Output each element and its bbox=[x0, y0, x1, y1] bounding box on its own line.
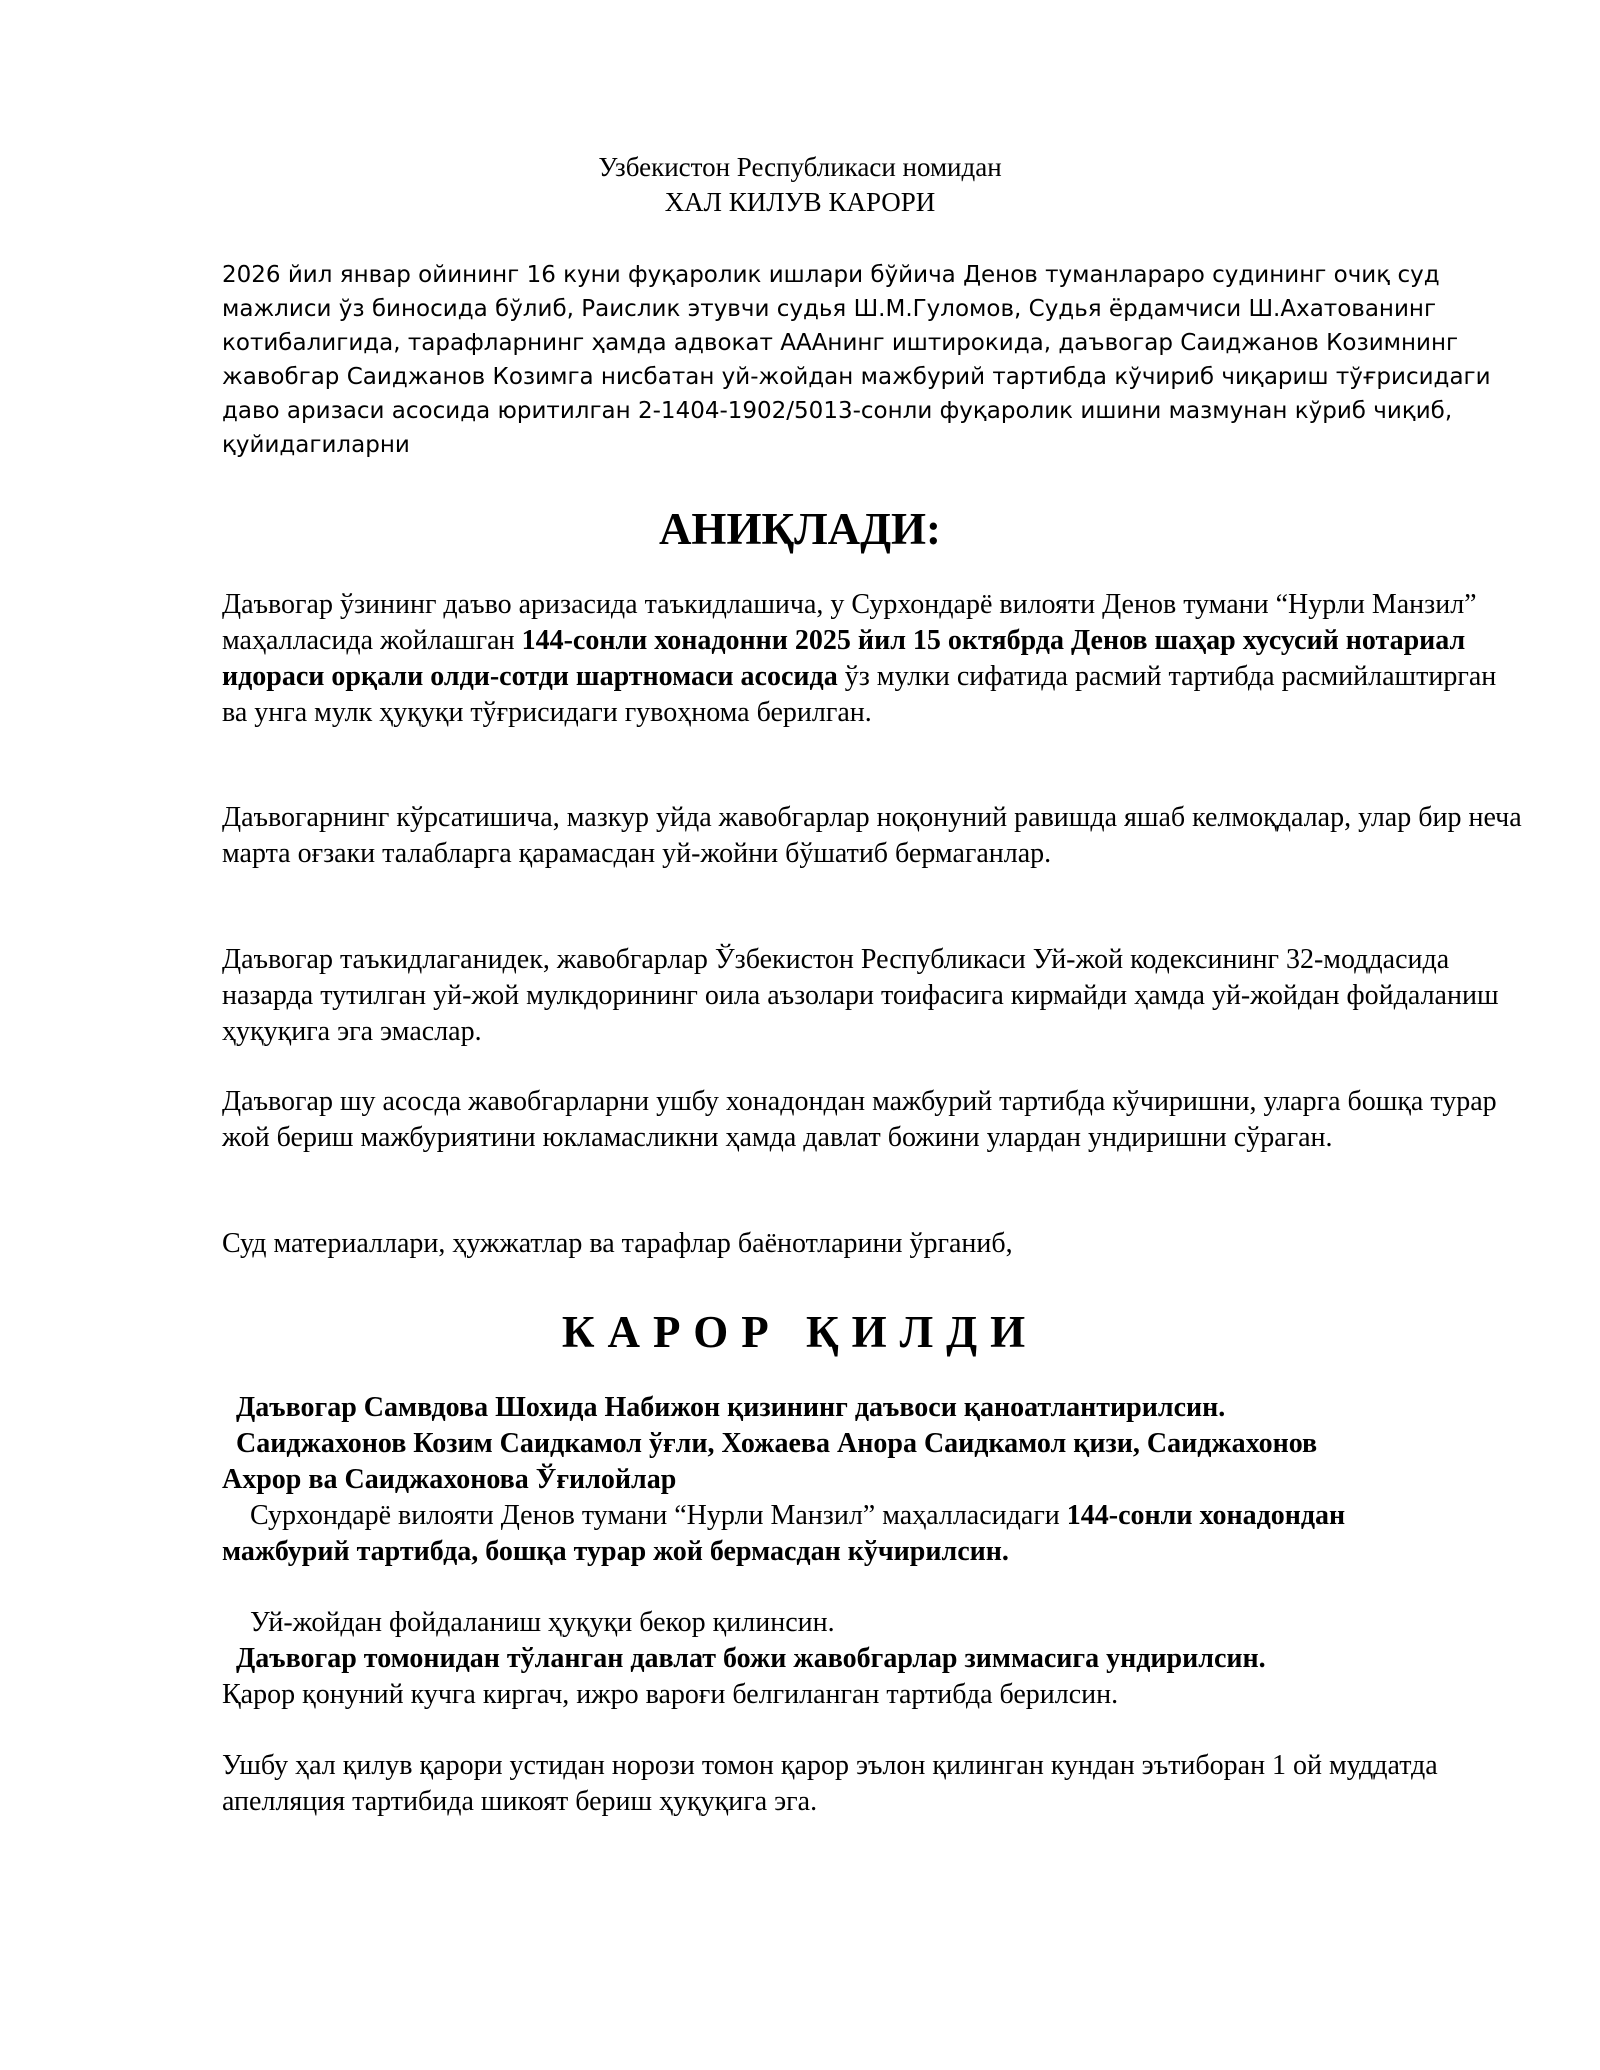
claim-text-bold: 144-сонли хонадонни 2025 йил 15 октябрда Денов шаҳар хусусий нотариал идораси орқали олди-сотди шартномаси асосида bbox=[222, 625, 1466, 692]
decision-eviction-text: Сурхондарё вилояти Денов тумани “Нурли Манзил” маҳалласидаги bbox=[250, 1500, 1067, 1531]
decision-eviction-line2: мажбурий тартибда, бошқа турар жой бермасдан кўчирилсин. bbox=[222, 1536, 1009, 1567]
document-header bbox=[0, 150, 1600, 220]
claim-text-start: Даъвогар ўзининг даъво аризасида таъкидлашича, у Сурхондарё вилояти Денов тумани “Нурли Манзил” маҳалласида жойлашган bbox=[222, 589, 1477, 656]
header-title: ХАЛ КИЛУВ КАРОРИ bbox=[664, 187, 936, 217]
testimony-paragraph: Даъвогарнинг кўрсатишича, мазкур уйда жавобгарлар ноқонуний равишда яшаб келмоқдалар, улар бир неча марта оғзаки талабларга қарамасдан уй-жойни бўшатиб бермаганлар. bbox=[222, 802, 1522, 869]
review-paragraph: Суд материаллари, ҳужжатлар ва тарафлар баёнотларини ўрганиб, bbox=[222, 1228, 1013, 1259]
decision-claim-satisfied: Даъвогар Самвдова Шохида Набижон қизининг даъвоси қаноатлантирилсин. bbox=[236, 1392, 1226, 1423]
heading-determined: АНИҚЛАДИ: bbox=[658, 504, 942, 554]
decision-eviction-bold: 144-сонли хонадондан bbox=[1066, 1500, 1346, 1531]
decision-respondents-line1: Саиджахонов Козим Саидкамол ўғли, Хожаева Анора Саидкамол қизи, Саиджахонов bbox=[236, 1428, 1318, 1459]
code-paragraph: Даъвогар таъкидлаганидек, жавобгарлар Ўзбекистон Республикаси Уй-жой кодексининг 32-моддасида назарда тутилган уй-жой мулкдорининг оила аъзолари тоифасига кирмайди ҳамда уй-жойдан фойдаланиш ҳуқуқига эга эмаслар. bbox=[222, 944, 1499, 1047]
heading-decided: КАРОР ҚИЛДИ bbox=[561, 1307, 1039, 1357]
appeal-paragraph: Ушбу ҳал қилув қарори устидан норози томон қарор эълон қилинган кундан эътиборан 1 ой муддатда апелляция тартибида шикоят бериш ҳуқуқига эга. bbox=[222, 1750, 1438, 1817]
claim-paragraph bbox=[222, 587, 1522, 731]
header-republic-line: Узбекистон Республикаси номидан bbox=[598, 152, 1002, 182]
decision-right-revoked: Уй-жойдан фойдаланиш ҳуқуқи бекор қилинсин. bbox=[250, 1607, 835, 1638]
claim-text-end: ўз мулки сифатида расмий тартибда расмийлаштирган ва унга мулк ҳуқуқи тўғрисидаги гувоҳнома берилган. bbox=[222, 661, 1497, 728]
decision-respondents-line2: Ахрор ва Саиджахонова Ўғилойлар bbox=[222, 1464, 677, 1495]
decision-enforcement: Қарор қонуний кучга киргач, ижро вароғи белгиланган тартибда берилсин. bbox=[222, 1679, 1119, 1710]
decision-state-fee: Даъвогар томонидан тўланган давлат божи жавобгарлар зиммасига ундирилсин. bbox=[236, 1643, 1266, 1674]
intro-paragraph: 2026 йил январ ойининг 16 куни фуқаролик ишлари бўйича Денов туманлараро судининг очиқ суд мажлиси ўз биносида бўлиб, Раислик этувчи судья Ш.М.Гуломов, Судья ёрдамчиси Ш.Ахатованинг котибалигида, тарафларнинг ҳамда адвокат АААнинг иштирокида, даъвогар Саиджанов Козимнинг жавобгар Саиджанов Козимга нисбатан уй-жойдан мажбурий тартибда кўчириб чиқариш тўғрисидаги даво аризаси асосида юритилган 2-1404-1902/5013-сонли фуқаролик ишини мазмунан кўриб чиқиб, қуйидагиларни bbox=[222, 262, 1491, 458]
request-paragraph: Даъвогар шу асосда жавобгарларни ушбу хонадондан мажбурий тартибда кўчиришни, уларга бошқа турар жой бериш мажбуриятини юкламасликни ҳамда давлат божини улардан ундиришни сўраган. bbox=[222, 1086, 1497, 1153]
decision-eviction-line1 bbox=[250, 1498, 1570, 1534]
